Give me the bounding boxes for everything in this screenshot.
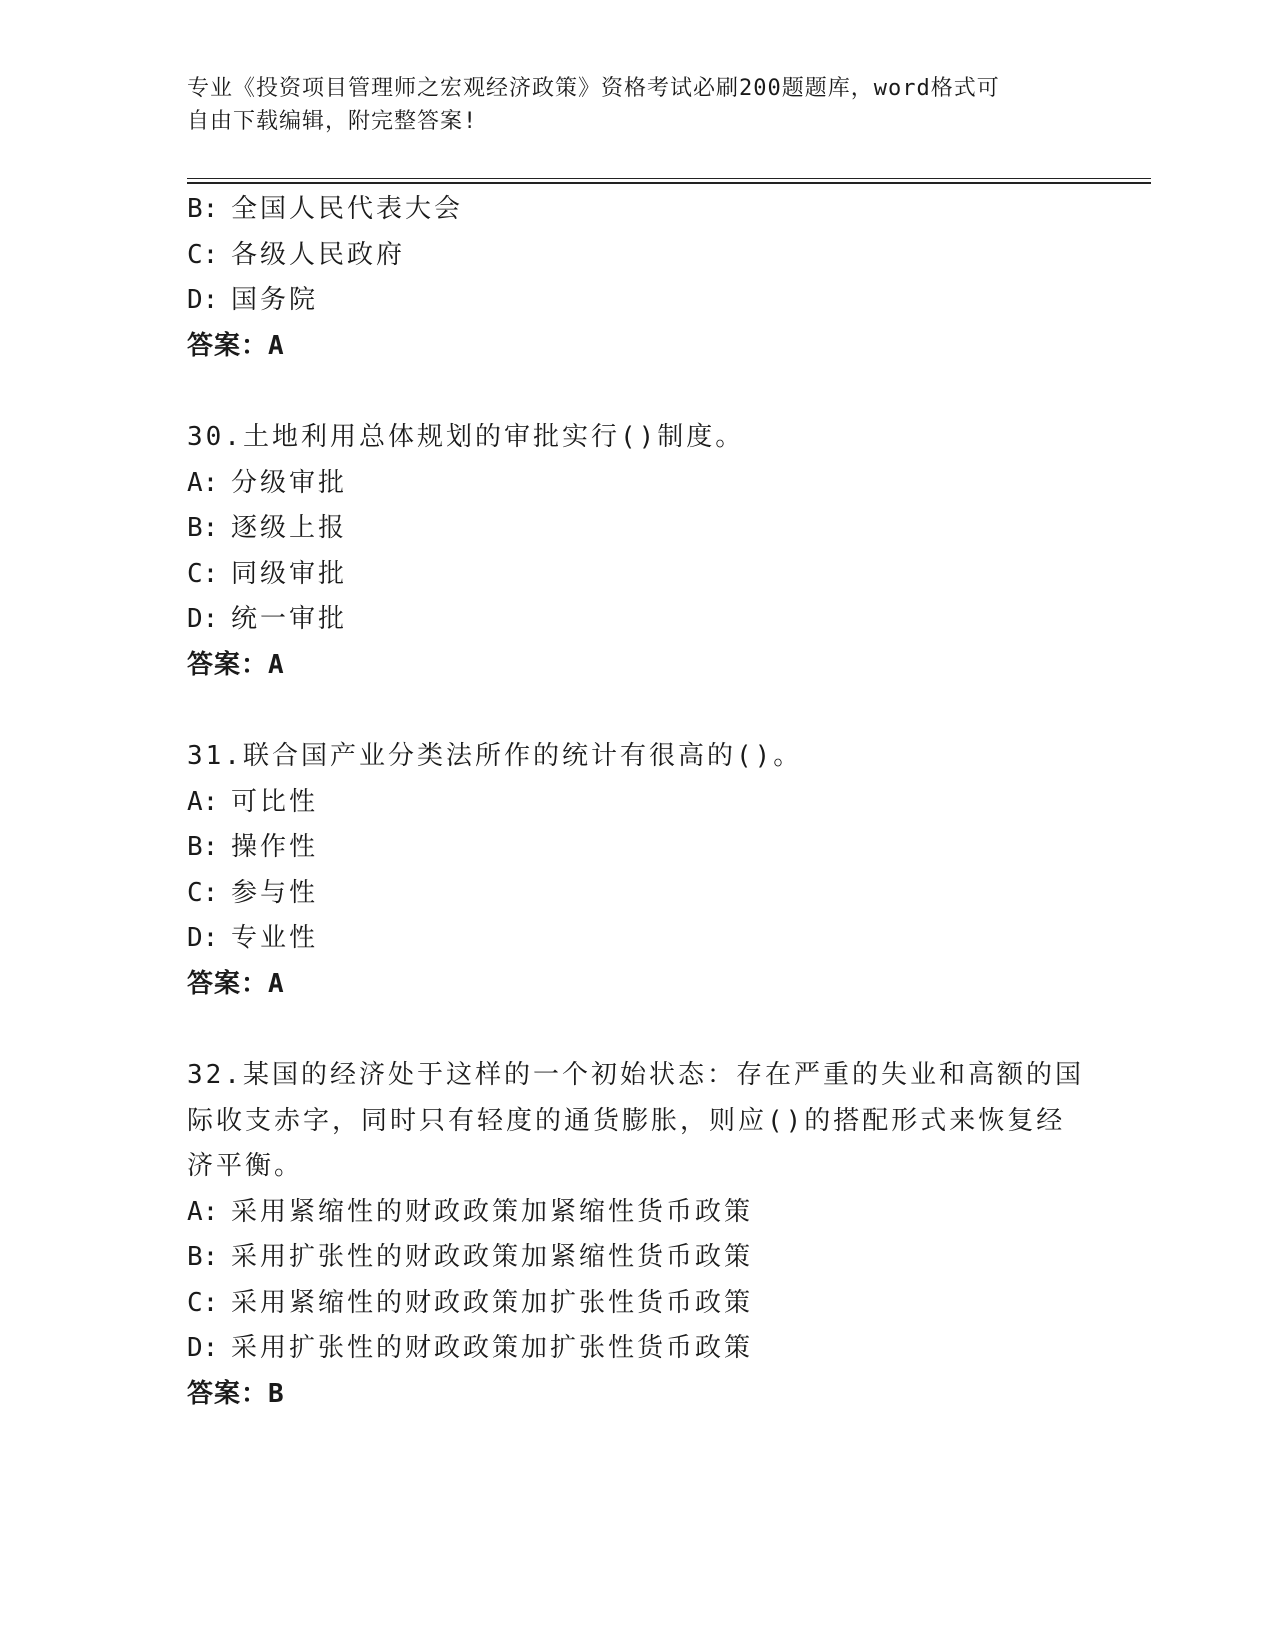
- header-divider-thin: [187, 178, 1151, 179]
- option-key: C:: [187, 239, 219, 270]
- option-text: 全国人民代表大会: [231, 194, 464, 224]
- option-item: [187, 597, 1087, 643]
- question-block: [187, 734, 1087, 1007]
- question-stem: 31.联合国产业分类法所作的统计有很高的()。: [187, 741, 803, 771]
- option-key: C:: [187, 877, 219, 908]
- option-text: 采用扩张性的财政政策加紧缩性货币政策: [231, 1242, 754, 1272]
- option-item: [187, 1190, 1087, 1236]
- option-item: [187, 552, 1087, 598]
- option-key: A:: [187, 467, 219, 498]
- option-text: 采用扩张性的财政政策加扩张性货币政策: [231, 1333, 754, 1363]
- option-text: 逐级上报: [231, 513, 348, 543]
- option-key: B:: [187, 194, 219, 224]
- option-key: D:: [187, 604, 219, 634]
- option-text: 国务院: [231, 285, 319, 315]
- option-key: D:: [187, 923, 219, 953]
- option-item: [187, 506, 1087, 552]
- spacer: [187, 1007, 1087, 1053]
- option-item: [187, 871, 1087, 917]
- option-key: C:: [187, 558, 219, 589]
- option-item: [187, 278, 1087, 324]
- option-text: 参与性: [231, 877, 319, 908]
- option-key: B:: [187, 513, 219, 543]
- option-item: [187, 461, 1087, 507]
- option-key: D:: [187, 1333, 219, 1363]
- option-text: 操作性: [231, 832, 319, 862]
- option-item: [187, 1235, 1087, 1281]
- answer-line: 答案：A: [187, 968, 285, 999]
- spacer: [187, 688, 1087, 734]
- header-line-2: 自由下载编辑，附完整答案!: [187, 109, 478, 134]
- answer-line: 答案：A: [187, 649, 285, 680]
- option-item: [187, 233, 1087, 279]
- option-key: B:: [187, 832, 219, 862]
- question-block: [187, 415, 1087, 688]
- option-item: [187, 825, 1087, 871]
- option-text: 同级审批: [231, 558, 348, 589]
- question-stem: 30.土地利用总体规划的审批实行()制度。: [187, 422, 745, 452]
- question-list: [187, 187, 1087, 1417]
- option-key: A:: [187, 786, 219, 817]
- option-item: [187, 916, 1087, 962]
- option-text: 分级审批: [231, 467, 348, 498]
- option-text: 各级人民政府: [231, 239, 406, 270]
- question-stem-line: 32.某国的经济处于这样的一个初始状态：存在严重的失业和高额的国: [187, 1060, 1084, 1090]
- question-block: [187, 1053, 1087, 1417]
- header-line-1: 专业《投资项目管理师之宏观经济政策》资格考试必刷200题题库，word格式可: [187, 76, 1000, 101]
- option-text: 可比性: [231, 786, 319, 817]
- option-item: [187, 187, 1087, 233]
- question-stem-line: 际收支赤字，同时只有轻度的通货膨胀，则应()的搭配形式来恢复经: [187, 1105, 1066, 1136]
- option-item: [187, 1326, 1087, 1372]
- question-block: [187, 187, 1087, 369]
- option-text: 统一审批: [231, 604, 348, 634]
- answer-line: 答案：B: [187, 1378, 285, 1409]
- option-text: 采用紧缩性的财政政策加扩张性货币政策: [231, 1287, 754, 1318]
- option-key: B:: [187, 1242, 219, 1272]
- option-item: [187, 780, 1087, 826]
- answer-line: 答案：A: [187, 330, 285, 361]
- option-item: [187, 1281, 1087, 1327]
- option-text: 采用紧缩性的财政政策加紧缩性货币政策: [231, 1196, 754, 1227]
- option-text: 专业性: [231, 923, 319, 953]
- option-key: D:: [187, 285, 219, 315]
- option-key: A:: [187, 1196, 219, 1227]
- spacer: [187, 369, 1087, 415]
- question-stem-line: 济平衡。: [187, 1151, 304, 1181]
- option-key: C:: [187, 1287, 219, 1318]
- document-header: [187, 72, 1087, 138]
- header-divider-thick: [187, 182, 1151, 184]
